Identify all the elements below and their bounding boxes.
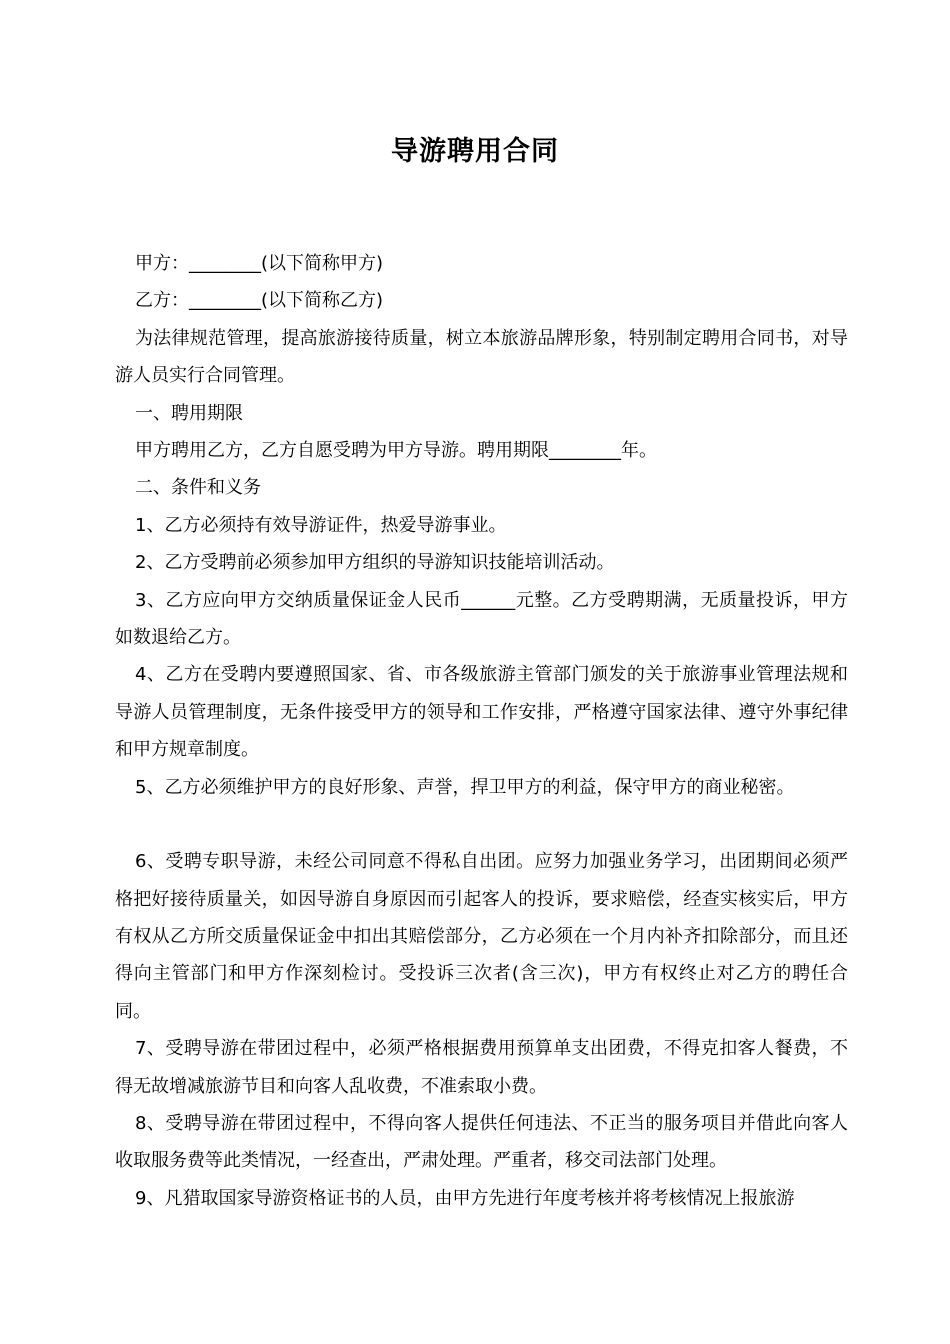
section-heading-term: 一、聘用期限	[135, 402, 243, 424]
party-a-line: 甲方：________(以下简称甲方)	[135, 253, 384, 274]
clause-1: 1、乙方必须持有效导游证件，热爱导游事业。	[135, 514, 507, 536]
clause-4: 4、乙方在受聘内要遵照国家、省、市各级旅游主管部门颁发的关于旅游事业管理法规和导游人员管理制度，无条件接受甲方的领导和工作安排，严格遵守国家法律、遵守外事纪律和甲方规章制度。	[115, 664, 848, 761]
clause-6: 6、受聘专职导游，未经公司同意不得私自出团。应努力加强业务学习，出团期间必须严格把好接待质量关，如因导游自身原因而引起客人的投诉，要求赔偿，经查实核实后，甲方有权从乙方所交质量保证金中扣出其赔偿部分，乙方必须在一个月内补齐扣除部分，而且还得向主管部门和甲方作深刻检讨。受投诉三次者(含三次)，甲方有权终止对乙方的聘任合同。	[115, 851, 848, 1022]
party-b-line: 乙方：________(以下简称乙方)	[135, 290, 384, 312]
document-body	[115, 245, 848, 1217]
clause-8: 8、受聘导游在带团过程中，不得向客人提供任何违法、不正当的服务项目并借此向客人收取服务费等此类情况，一经查出，严肃处理。严重者，移交司法部门处理。	[115, 1112, 848, 1172]
document-title: 导游聘用合同	[391, 136, 559, 167]
clause-3: 3、乙方应向甲方交纳质量保证金人民币______元整。乙方受聘期满，无质量投诉，甲方如数退给乙方。	[115, 589, 848, 649]
clause-9: 9、凡猎取国家导游资格证书的人员，由甲方先进行年度考核并将考核情况上报旅游	[135, 1187, 795, 1209]
clause-5: 5、乙方必须维护甲方的良好形象、声誉，捍卫甲方的利益，保守甲方的商业秘密。	[135, 776, 795, 798]
preamble-paragraph: 为法律规范管理，提高旅游接待质量，树立本旅游品牌形象，特别制定聘用合同书，对导游人员实行合同管理。	[115, 327, 848, 387]
paragraph-gap	[115, 806, 848, 843]
clause-7: 7、受聘导游在带团过程中，必须严格根据费用预算单支出团费，不得克扣客人餐费，不得无故增减旅游节目和向客人乱收费，不准索取小费。	[115, 1038, 848, 1097]
term-paragraph: 甲方聘用乙方，乙方自愿受聘为甲方导游。聘用期限________年。	[135, 440, 657, 462]
section-heading-conditions: 二、条件和义务	[135, 477, 261, 499]
clause-2: 2、乙方受聘前必须参加甲方组织的导游知识技能培训活动。	[135, 552, 615, 574]
